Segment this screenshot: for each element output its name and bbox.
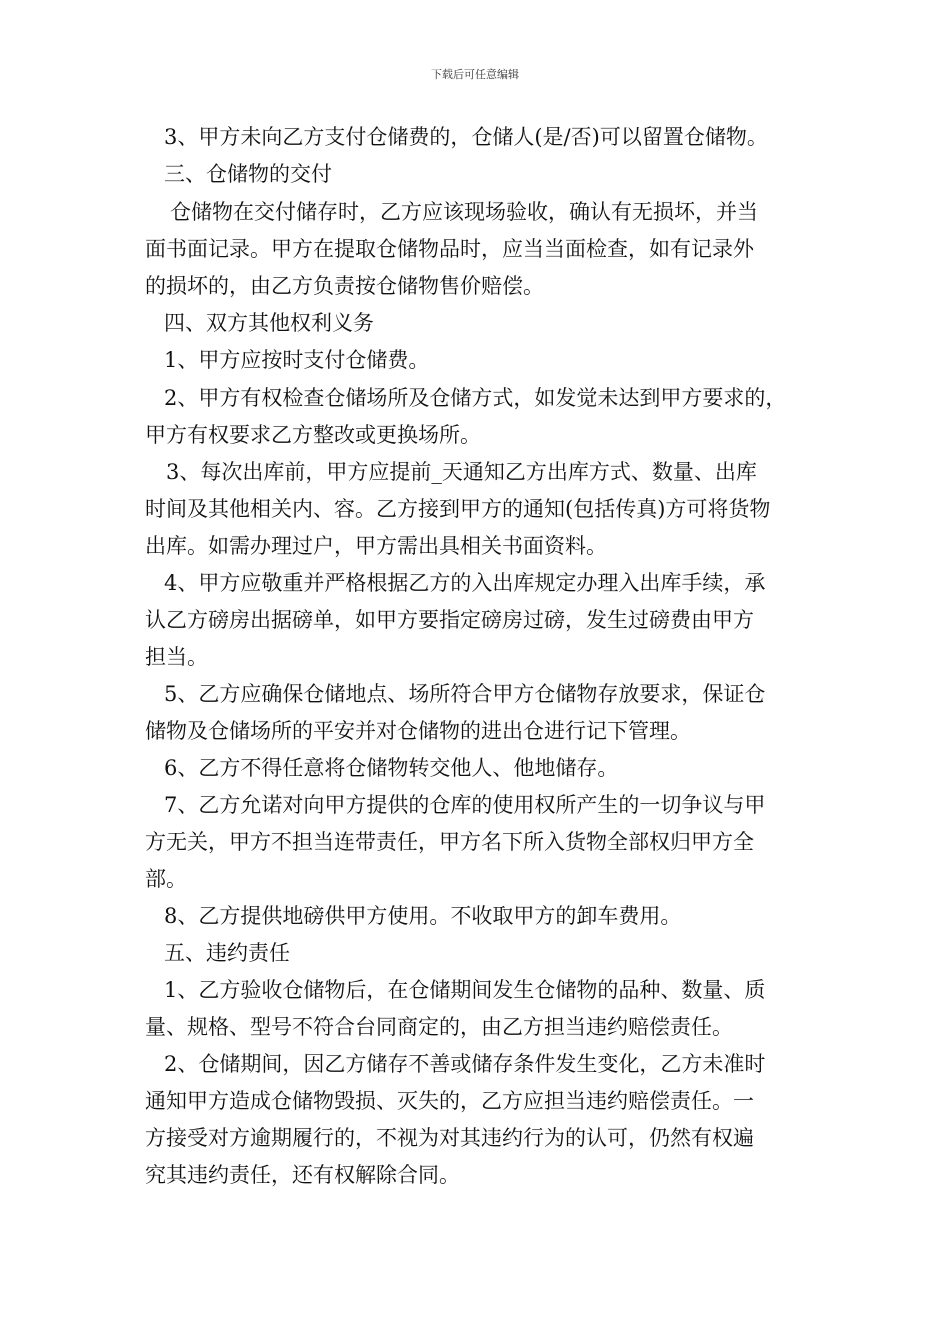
paragraph-line: 储物及仓储场所的平安并对仓储物的进出仓进行记下管理。: [145, 719, 691, 743]
paragraph-line: 部。: [145, 867, 187, 891]
page-header: 下载后可任意编辑: [431, 68, 519, 81]
paragraph-line: 面书面记录。甲方在提取仓储物品时，应当当面检查，如有记录外: [145, 237, 754, 261]
paragraph-line: 出库。如需办理过户，甲方需出具相关书面资料。: [145, 534, 607, 558]
section-heading: 三、仓储物的交付: [164, 162, 332, 186]
paragraph-line: 的损坏的，由乙方负责按仓储物售价赔偿。: [145, 274, 544, 298]
paragraph-line: 仓储物在交付储存时，乙方应该现场验收，确认有无损坏，并当: [170, 200, 758, 224]
paragraph-line: 3、每次出库前，甲方应提前_天通知乙方出库方式、数量、出库: [166, 460, 757, 484]
paragraph-line: 认乙方磅房出据磅单，如甲方要指定磅房过磅，发生过磅费由甲方: [145, 608, 754, 632]
paragraph-line: 究其违约责任，还有权解除合同。: [145, 1163, 460, 1187]
paragraph-line: 方无关，甲方不担当连带责任，甲方名下所入货物全部权归甲方全: [145, 830, 754, 854]
paragraph-line: 4、甲方应敬重并严格根据乙方的入出库规定办理入出库手续，承: [164, 571, 766, 595]
paragraph-line: 7、乙方允诺对向甲方提供的仓库的使用权所产生的一切争议与甲: [164, 793, 766, 817]
paragraph-line: 8、乙方提供地磅供甲方使用。不收取甲方的卸车费用。: [164, 904, 682, 928]
paragraph-line: 量、规格、型号不符合台同商定的，由乙方担当违约赔偿责任。: [145, 1015, 733, 1039]
paragraph-line: 3、甲方未向乙方支付仓储费的，仓储人(是/否)可以留置仓储物。: [164, 125, 768, 149]
paragraph-line: 方接受对方逾期履行的，不视为对其违约行为的认可，仍然有权遍: [145, 1126, 754, 1150]
paragraph-line: 2、甲方有权检查仓储场所及仓储方式，如发觉未达到甲方要求的，: [164, 386, 787, 410]
paragraph-line: 5、乙方应确保仓储地点、场所符合甲方仓储物存放要求，保证仓: [164, 682, 766, 706]
paragraph-line: 2、仓储期间，因乙方储存不善或储存条件发生变化，乙方未准时: [164, 1052, 766, 1076]
section-heading: 五、违约责任: [164, 941, 290, 965]
paragraph-line: 时间及其他相关内、容。乙方接到甲方的通知(包括传真)方可将货物: [145, 497, 771, 521]
paragraph-line: 1、甲方应按时支付仓储费。: [164, 348, 430, 372]
section-heading: 四、双方其他权利义务: [164, 311, 374, 335]
paragraph-line: 担当。: [145, 645, 208, 669]
paragraph-line: 甲方有权要求乙方整改或更换场所。: [145, 423, 481, 447]
paragraph-line: 通知甲方造成仓储物毁损、灭失的，乙方应担当违约赔偿责任。一: [145, 1089, 754, 1113]
paragraph-line: 6、乙方不得任意将仓储物转交他人、他地储存。: [164, 756, 619, 780]
paragraph-line: 1、乙方验收仓储物后，在仓储期间发生仓储物的品种、数量、质: [164, 978, 766, 1002]
